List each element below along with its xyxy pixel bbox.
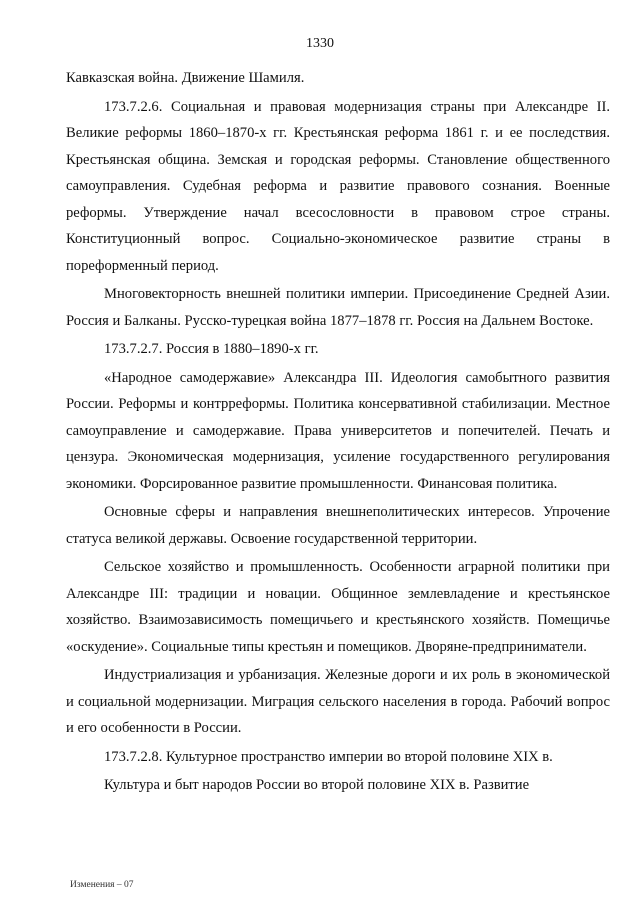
paragraph: «Народное самодержавие» Александра III. Идеология самобытного развития России. Реформы и контрреформы. Политика консервативной стабилизации. Местное самоуправление и самодержавие. Права университетов и попечителей. Печать и цензура. Экономическая модернизация, усиление государственного регулирования экономики. Форсированное развитие промышленности. Финансовая политика. [66,369,610,492]
paragraph: Сельское хозяйство и промышленность. Особенности аграрной политики при Александре III: традиции и новации. Общинное землевладение и крестьянское хозяйство. Взаимозависимость помещичьего и крестьянского хозяйств. Помещичье «оскудение». Социальные типы крестьян и помещиков. Дворяне-предприниматели. [66,559,610,655]
paragraph: 173.7.2.7. Россия в 1880–1890-х гг. [104,341,319,357]
paragraph: Кавказская война. Движение Шамиля. [66,70,305,86]
footer-revision-note: Изменения – 07 [70,880,134,890]
paragraph: Культура и быт народов России во второй половине XIX в. Развитие [104,777,530,793]
paragraph: 173.7.2.6. Социальная и правовая модернизация страны при Александре II. Великие реформы 1860–1870-х гг. Крестьянская реформа 1861 г. и ее последствия. Крестьянская община. Земская и городская реформы. Становление общественного самоуправления. Судебная реформа и развитие правового сознания. Военные реформы. Утверждение начал всесословности в правовом строе страны. Конституционный вопрос. Социально-экономическое развитие страны в пореформенный период. [66,98,610,274]
paragraph: Многовекторность внешней политики империи. Присоединение Средней Азии. Россия и Балканы. Русско-турецкая война 1877–1878 гг. Россия на Дальнем Востоке. [66,286,610,329]
page-number: 1330 [306,36,334,51]
paragraph: Основные сферы и направления внешнеполитических интересов. Упрочение статуса великой державы. Освоение государственной территории. [66,504,610,547]
document-body [66,65,610,799]
paragraph: 173.7.2.8. Культурное пространство империи во второй половине XIX в. [104,748,553,765]
paragraph: Индустриализация и урбанизация. Железные дороги и их роль в экономической и социальной модернизации. Миграция сельского населения в города. Рабочий вопрос и его особенности в России. [66,667,610,736]
